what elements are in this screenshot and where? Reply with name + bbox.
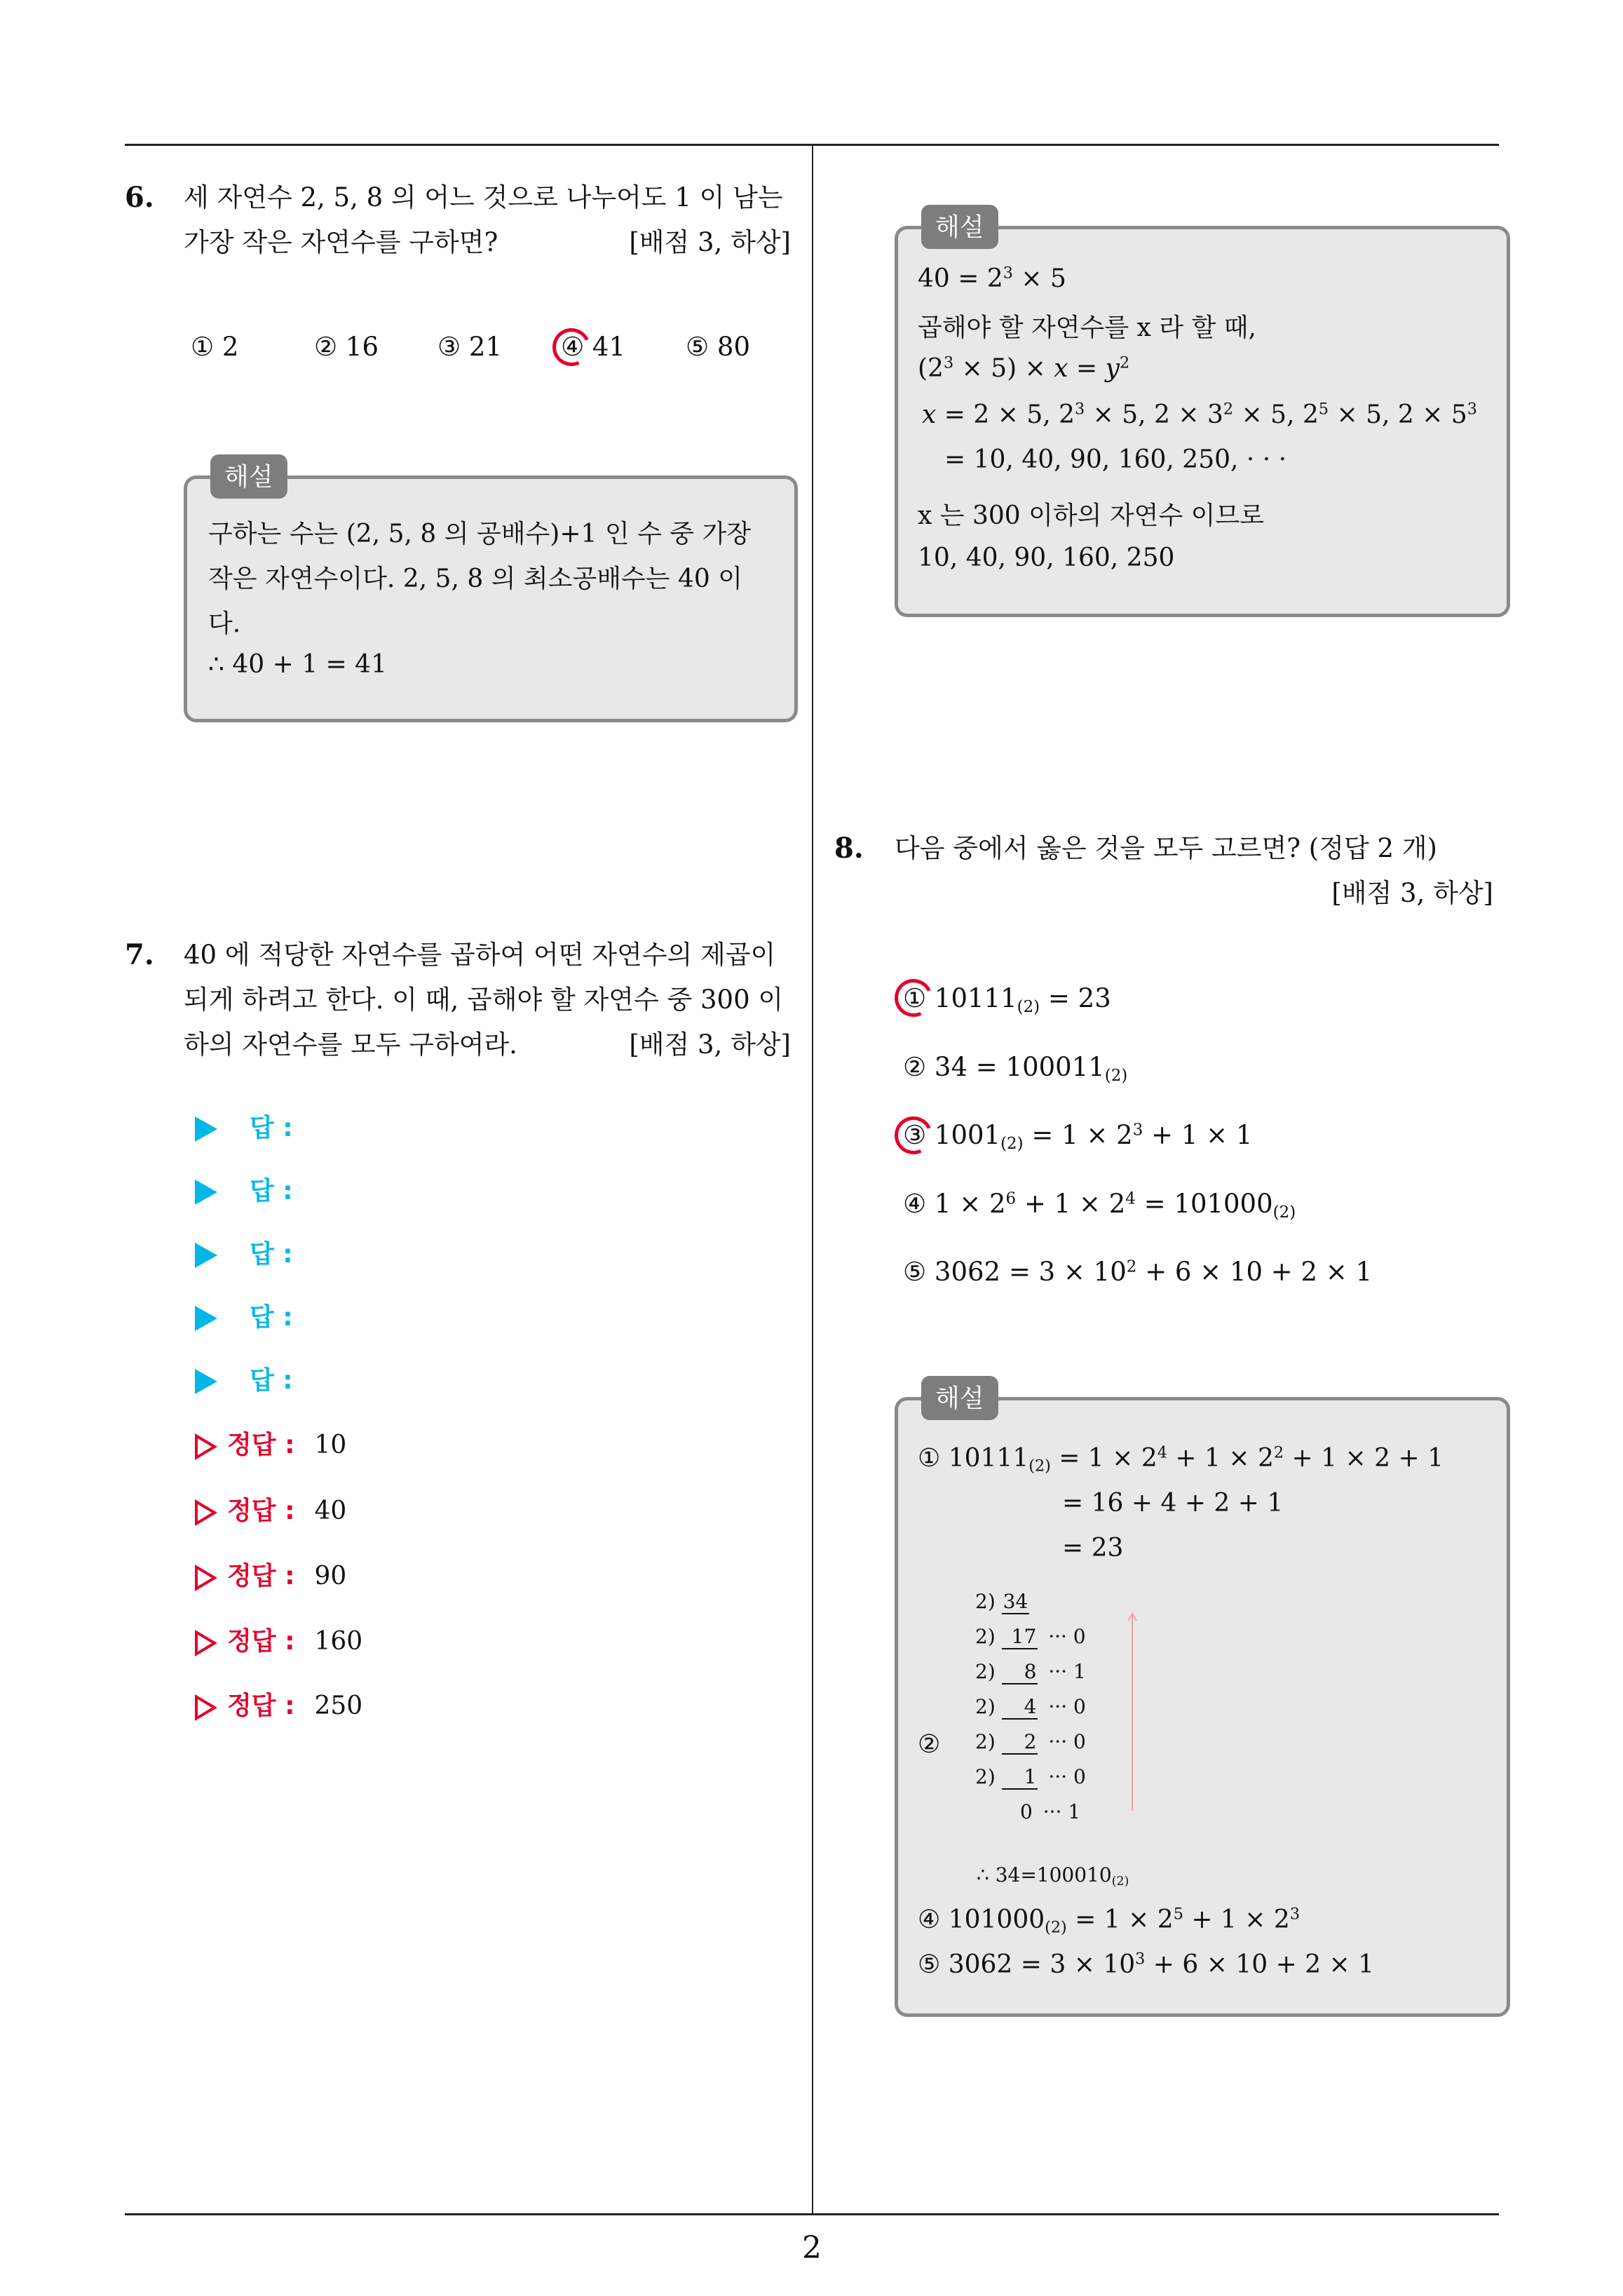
answer-blank[interactable]: 답 : xyxy=(195,1234,293,1270)
solution-line: x = 2 × 5, $2^3 \times 5$, $2 \times 3^2 \times 5$, $2^5 \times 5$, $2 \times 5^3$ xyxy=(922,400,1477,429)
choice-3[interactable]: ③ 21 xyxy=(437,332,503,362)
solution-line: x 는 300 이하의 자연수 이므로 xyxy=(918,501,1264,530)
division-row: 2) 1 ··· 0 xyxy=(975,1765,1086,1788)
choice-1[interactable]: ① 2 xyxy=(191,332,239,362)
up-arrow-icon xyxy=(1125,1611,1139,1814)
solution-line: 10, 40, 90, 160, 250 xyxy=(918,543,1175,572)
solution-line: ① $10111_{(2)} = 1 \times 2^4 + 1 \times 2^2 + 1 \times 2 + 1$ xyxy=(918,1443,1444,1475)
choice-1[interactable]: ① $10111_{(2)} = 23$ xyxy=(903,983,1111,1016)
play-icon xyxy=(195,1180,217,1205)
answer-mark-icon xyxy=(889,1111,937,1159)
outline-play-icon xyxy=(195,1565,217,1591)
answer-blank[interactable]: 답 : xyxy=(195,1297,293,1333)
solution-line: 곱해야 할 자연수를 x 라 할 때, xyxy=(918,313,1256,342)
solution-line: 다. xyxy=(208,609,241,638)
solution-line: = 23 xyxy=(1062,1534,1124,1562)
outline-play-icon xyxy=(195,1630,217,1656)
question-number: 7. xyxy=(125,938,154,971)
question-number: 6. xyxy=(125,181,154,214)
solution-row: 정답 : 90 xyxy=(195,1556,346,1592)
division-row: 2) 4 ··· 0 xyxy=(975,1695,1086,1718)
outline-play-icon xyxy=(195,1499,217,1526)
question-number: 8. xyxy=(834,832,864,865)
division-row: 2) 2 ··· 0 xyxy=(975,1730,1086,1753)
division-row: 2) 8 ··· 1 xyxy=(975,1660,1086,1683)
choice-4[interactable]: ④ $1 \times 2^6 + 1 \times 2^4 = 101000_{(2)}$ xyxy=(903,1189,1296,1222)
play-icon xyxy=(195,1116,217,1142)
solution-line: 구하는 수는 (2, 5, 8 의 공배수)+1 인 수 중 가장 xyxy=(208,520,752,548)
solution-line: = 16 + 4 + 2 + 1 xyxy=(1062,1489,1284,1518)
points-label: [배점 3, 하상] xyxy=(629,1029,791,1060)
answer-mark-icon xyxy=(889,973,937,1022)
solution-row: 정답 : 40 xyxy=(195,1491,346,1527)
solution-tag: 해설 xyxy=(210,454,287,499)
question-text-line: 40 에 적당한 자연수를 곱하여 어떤 자연수의 제곱이 xyxy=(184,940,776,970)
choice-2[interactable]: ② 16 xyxy=(314,332,379,362)
solution-tag: 해설 xyxy=(921,1376,998,1420)
division-row: 2) 34 xyxy=(975,1590,1028,1613)
question-text-line: 다음 중에서 옳은 것을 모두 고르면? (정답 2 개) xyxy=(895,833,1437,863)
choice-3[interactable]: ③ $1001_{(2)} = 1 \times 2^3 + 1 \times 1$ xyxy=(903,1120,1253,1153)
q7-solution-box xyxy=(895,226,1510,617)
question-text-line: 되게 하려고 한다. 이 때, 곱해야 할 자연수 중 300 이 xyxy=(184,985,784,1015)
choice-5[interactable]: ⑤ 80 xyxy=(686,332,751,362)
question-text-line: 세 자연수 2, 5, 8 의 어느 것으로 나누어도 1 이 남는 xyxy=(184,182,783,212)
points-label: [배점 3, 하상] xyxy=(1331,878,1493,908)
solution-line: 작은 자연수이다. 2, 5, 8 의 최소공배수는 40 이 xyxy=(208,565,743,593)
answer-blank[interactable]: 답 : xyxy=(195,1171,293,1207)
answer-mark-icon xyxy=(547,323,595,371)
division-row: 0 ··· 1 xyxy=(1020,1800,1081,1823)
q8-solution-box xyxy=(895,1397,1510,2017)
solution-line: = 10, 40, 90, 160, 250, · · · xyxy=(944,445,1287,474)
play-icon xyxy=(195,1369,217,1394)
outline-play-icon xyxy=(195,1694,217,1721)
solution-line: $(2^3 \times 5) \times x = y^2$ xyxy=(918,353,1130,383)
division-table xyxy=(975,1590,1200,1842)
points-label: [배점 3, 하상] xyxy=(629,227,791,257)
question-text-line: 가장 작은 자연수를 구하면? xyxy=(184,227,498,257)
column-divider xyxy=(812,144,813,2215)
outline-play-icon xyxy=(195,1433,217,1460)
play-icon xyxy=(195,1243,217,1268)
solution-row: 정답 : 160 xyxy=(195,1621,362,1657)
solution-line: $40 = 2^3 \times 5$ xyxy=(918,264,1066,293)
solution-line: ④ $101000_{(2)} = 1 \times 2^5 + 1 \times 2^3$ xyxy=(918,1905,1301,1937)
q6-solution-box xyxy=(184,475,798,722)
solution-line: ∴ $34=100010_{(2)}$ xyxy=(977,1863,1129,1889)
solution-row: 정답 : 250 xyxy=(195,1686,362,1722)
solution-tag: 해설 xyxy=(921,205,998,249)
answer-blank[interactable]: 답 : xyxy=(195,1360,293,1396)
choice-2[interactable]: ② $34 = 100011_{(2)}$ xyxy=(903,1052,1128,1085)
question-text-line: 하의 자연수를 모두 구하여라. xyxy=(184,1029,517,1060)
division-row: 2) 17 ··· 0 xyxy=(975,1625,1086,1648)
solution-row: 정답 : 10 xyxy=(195,1425,346,1461)
bottom-rule xyxy=(125,2213,1499,2215)
choice-5[interactable]: ⑤ $3062 = 3 \times 10^2 + 6 \times 10 + 2 \times 1$ xyxy=(903,1257,1373,1287)
play-icon xyxy=(195,1306,217,1331)
solution-line: ⑤ $3062 = 3 \times 10^3 + 6 \times 10 + 2 \times 1$ xyxy=(918,1950,1375,1979)
page-number: 2 xyxy=(802,2230,822,2266)
choice-4[interactable]: ④ 41 xyxy=(561,332,626,362)
answer-blank[interactable]: 답 : xyxy=(195,1108,293,1144)
solution-marker: ② xyxy=(918,1730,941,1759)
solution-line: ∴ 40 + 1 = 41 xyxy=(208,650,387,679)
